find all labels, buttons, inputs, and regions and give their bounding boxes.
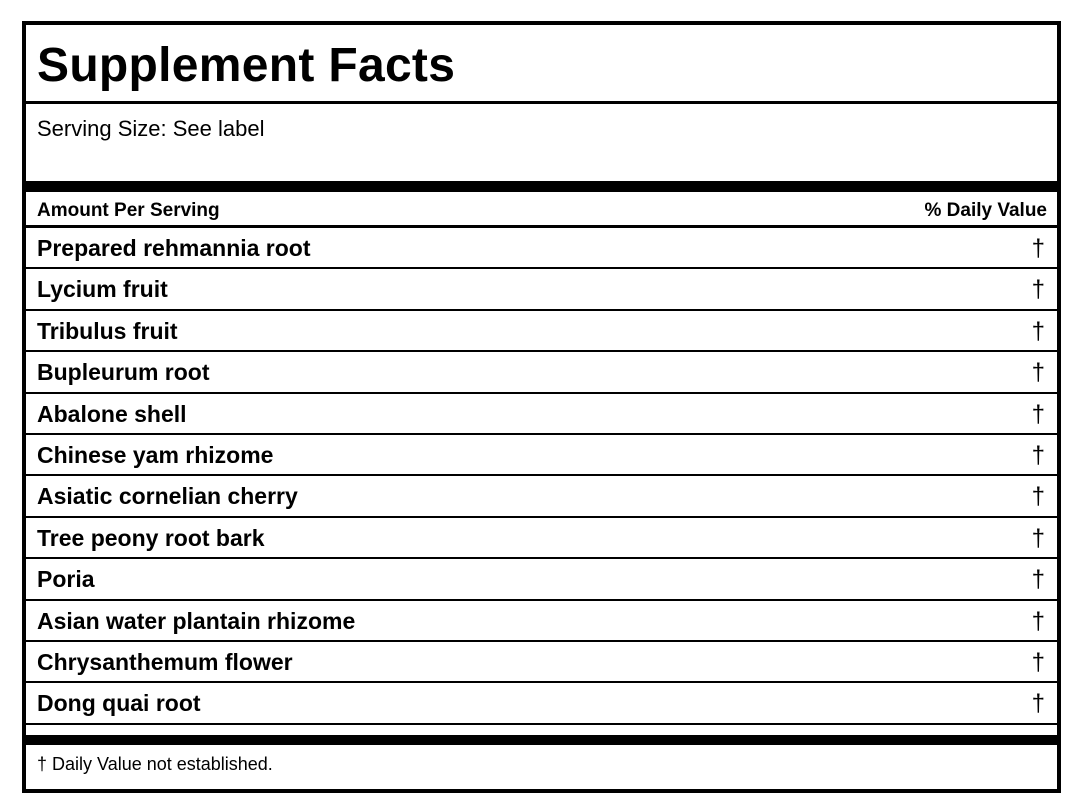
footnote-text: † Daily Value not established. — [37, 753, 273, 774]
ingredient-row — [26, 518, 1057, 559]
ingredient-row — [26, 228, 1057, 269]
serving-block — [26, 104, 1057, 181]
ingredient-name: Asiatic cornelian cherry — [37, 483, 298, 510]
ingredient-name: Bupleurum root — [37, 359, 210, 386]
thick-divider-bottom — [26, 735, 1057, 745]
ingredient-daily-value: † — [1031, 648, 1045, 676]
ingredient-name: Prepared rehmannia root — [37, 235, 311, 261]
ingredient-row — [26, 559, 1057, 600]
ingredient-daily-value: † — [1031, 441, 1045, 469]
ingredient-row — [26, 394, 1057, 435]
ingredient-row — [26, 311, 1057, 352]
thick-divider — [26, 181, 1057, 192]
footnote — [26, 745, 1057, 785]
ingredient-row — [26, 683, 1057, 724]
column-header-row — [26, 192, 1057, 228]
ingredient-daily-value: † — [1031, 359, 1045, 387]
ingredient-row — [26, 352, 1057, 393]
daily-value-header: % Daily Value — [924, 200, 1047, 221]
ingredient-name: Tribulus fruit — [37, 317, 178, 344]
ingredient-name: Dong quai root — [37, 690, 201, 717]
supplement-facts-panel — [22, 21, 1061, 793]
ingredient-daily-value: † — [1031, 690, 1045, 718]
serving-size: Serving Size: See label — [37, 116, 265, 141]
ingredient-row — [26, 269, 1057, 310]
ingredient-name: Chinese yam rhizome — [37, 441, 274, 468]
ingredient-daily-value: † — [1031, 607, 1045, 635]
ingredient-daily-value: † — [1031, 235, 1045, 262]
ingredient-name: Tree peony root bark — [37, 524, 265, 551]
ingredient-row — [26, 435, 1057, 476]
ingredient-name: Lycium fruit — [37, 276, 168, 303]
ingredient-name: Chrysanthemum flower — [37, 648, 293, 675]
ingredient-daily-value: † — [1031, 524, 1045, 552]
ingredient-daily-value: † — [1031, 276, 1045, 304]
ingredient-daily-value: † — [1031, 400, 1045, 428]
ingredient-row — [26, 476, 1057, 517]
ingredient-row — [26, 642, 1057, 683]
ingredient-name: Asian water plantain rhizome — [37, 607, 356, 634]
panel-title: Supplement Facts — [37, 39, 456, 92]
ingredient-name: Abalone shell — [37, 400, 187, 427]
ingredient-daily-value: † — [1031, 483, 1045, 511]
title-block — [26, 25, 1057, 104]
ingredient-row — [26, 601, 1057, 642]
ingredient-daily-value: † — [1031, 317, 1045, 345]
amount-per-serving-header: Amount Per Serving — [37, 200, 220, 221]
ingredient-list — [26, 228, 1057, 725]
ingredient-daily-value: † — [1031, 566, 1045, 594]
ingredient-name: Poria — [37, 566, 95, 593]
